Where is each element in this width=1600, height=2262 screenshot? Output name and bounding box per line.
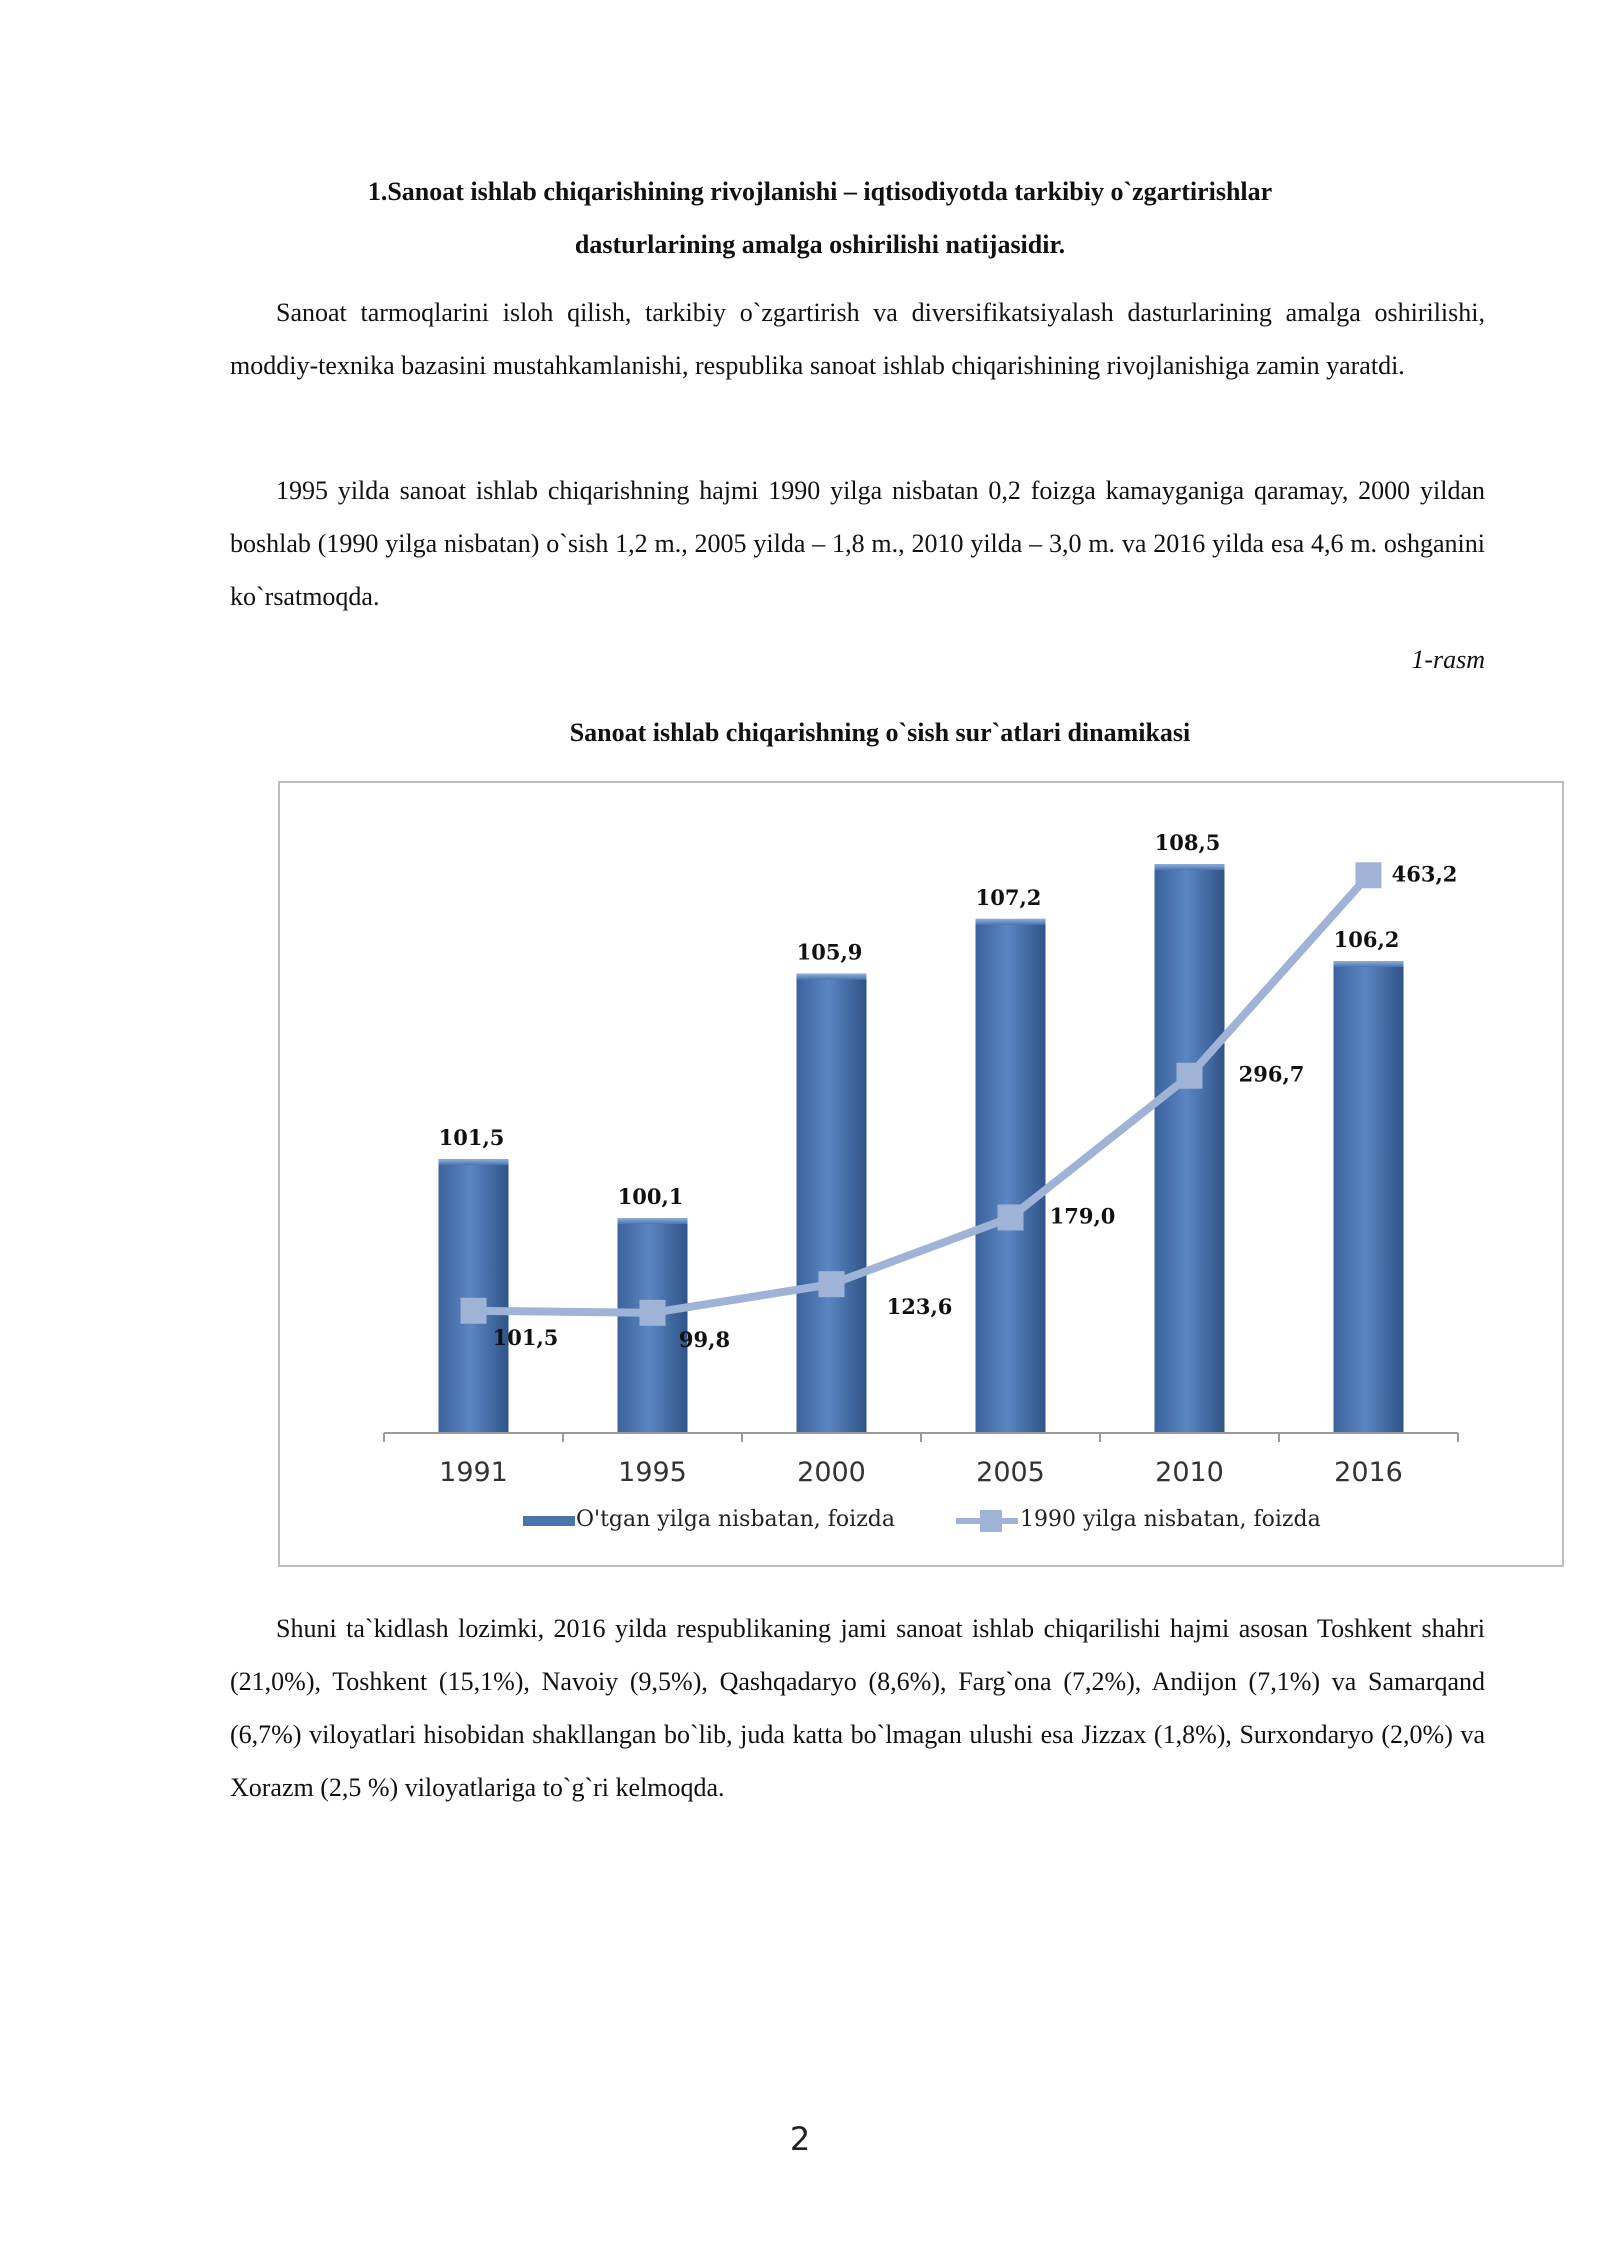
line-label-1995: 99,8 [678, 1326, 731, 1352]
x-tick-label-2010: 2010 [1155, 1457, 1224, 1488]
bar-cap-2016 [1334, 961, 1404, 967]
chart-frame [278, 781, 1564, 1567]
paragraph-1: Sanoat tarmoqlarini isloh qilish, tarkibiy o`zgartirish va diversifikatsiyalash dasturlarining amalga oshirilishi, moddiy-texnika bazasini mustahkamlanishi, respublika sanoat ishlab chiqarishining rivojlanishiga zamin yaratdi. [230, 298, 1485, 380]
x-tick-label-1991: 1991 [439, 1457, 508, 1488]
line-label-2016: 463,2 [1391, 861, 1458, 887]
section-heading [230, 165, 1410, 271]
bar-cap-2000 [797, 974, 867, 980]
paragraph-3: Shuni ta`kidlash lozimki, 2016 yilda respublikaning jami sanoat ishlab chiqarilishi hajmi asosan Toshkent shahri (21,0%), Toshkent (15,1%), Navoiy (9,5%), Qashqadaryo (8,6%), Farg`ona (7,2%), Andijon (7,1%) va Samarqand (6,7%) viloyatlari hisobidan shakllangan bo`lib, juda katta bo`lmagan ulushi esa Jizzax (1,8%), Surxondaryo (2,0%) va Xorazm (2,5 %) viloyatlariga to`g`ri kelmoqda. [230, 1614, 1485, 1802]
bar-2005 [976, 919, 1046, 1433]
heading-line-2: dasturlarining amalga oshirilishi natijasidir. [574, 230, 1066, 259]
bar-label-2010: 108,5 [1154, 830, 1221, 856]
growth-chart [280, 783, 1562, 1565]
legend-bar-label: O'tgan yilga nisbatan, foizda [576, 1507, 895, 1532]
line-marker-2000 [819, 1271, 845, 1297]
bar-2000 [797, 974, 867, 1433]
x-tick-label-2005: 2005 [976, 1457, 1045, 1488]
line-marker-1995 [640, 1300, 666, 1326]
bar-2010 [1155, 864, 1225, 1433]
x-tick-label-2016: 2016 [1334, 1457, 1403, 1488]
line-series [474, 875, 1369, 1313]
line-label-2000: 123,6 [886, 1294, 953, 1320]
x-tick-label-2000: 2000 [797, 1457, 866, 1488]
figure-label: 1-rasm [1411, 645, 1485, 674]
line-label-2010: 296,7 [1238, 1061, 1305, 1087]
line-marker-2010 [1177, 1063, 1203, 1089]
bar-label-2005: 107,2 [975, 884, 1042, 910]
bar-label-2000: 105,9 [796, 939, 863, 965]
legend-line-marker [980, 1510, 1002, 1532]
bar-label-2016: 106,2 [1333, 927, 1400, 952]
line-marker-1991 [461, 1298, 487, 1324]
bar-label-1991: 101,5 [438, 1125, 505, 1151]
bar-2016 [1334, 961, 1404, 1433]
legend-line-label: 1990 yilga nisbatan, foizda [1020, 1507, 1321, 1532]
bar-cap-1995 [618, 1218, 688, 1224]
bar-cap-2005 [976, 919, 1046, 925]
legend-bar-swatch [523, 1516, 575, 1526]
x-tick-label-1995: 1995 [618, 1457, 687, 1488]
line-label-1991: 101,5 [492, 1324, 559, 1350]
bar-cap-2010 [1155, 864, 1225, 870]
line-label-2005: 179,0 [1049, 1203, 1116, 1229]
page-number: 2 [789, 2120, 811, 2158]
line-marker-2005 [998, 1204, 1024, 1230]
figure-title: Sanoat ishlab chiqarishning o`sish sur`atlari dinamikasi [569, 718, 1191, 747]
heading-line-1: 1.Sanoat ishlab chiqarishining rivojlanishi – iqtisodiyotda tarkibiy o`zgartirishlar [367, 177, 1273, 206]
bar-label-1995: 100,1 [617, 1184, 684, 1210]
paragraph-2: 1995 yilda sanoat ishlab chiqarishning hajmi 1990 yilga nisbatan 0,2 foizga kamayganiga qaramay, 2000 yildan boshlab (1990 yilga nisbatan) o`sish 1,2 m., 2005 yilda – 1,8 m., 2010 yilda – 3,0 m. va 2016 yilda esa 4,6 m. oshganini ko`rsatmoqda. [230, 476, 1485, 611]
line-marker-2016 [1356, 862, 1382, 888]
bar-cap-1991 [439, 1159, 509, 1165]
bar-1991 [439, 1159, 509, 1433]
